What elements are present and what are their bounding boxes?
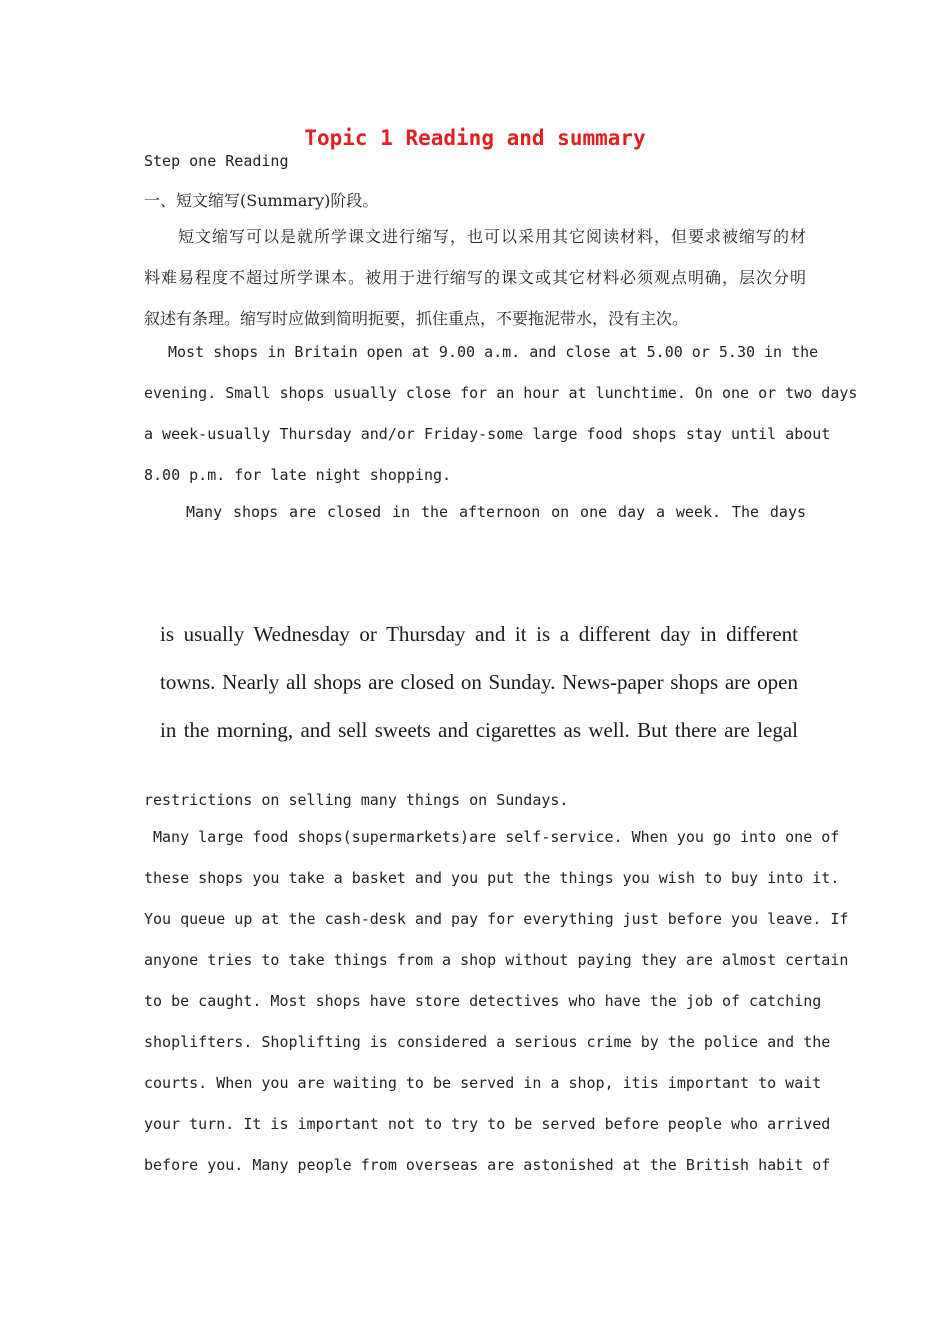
paragraph1-line-3: a week-usually Thursday and/or Friday-some large food shops stay until about (144, 425, 831, 443)
intro-line-1: 短文缩写可以是就所学课文进行缩写，也可以采用其它阅读材料，但要求被缩写的材 (178, 227, 806, 246)
paragraph2-last-line: restrictions on selling many things on Sundays. (144, 791, 569, 809)
section-heading: 一、短文缩写(Summary)阶段。 (144, 191, 379, 210)
paragraph3-line-3: You queue up at the cash-desk and pay for everything just before you leave. If (144, 910, 849, 928)
paragraph3-line-4: anyone tries to take things from a shop without paying they are almost certain (144, 951, 849, 969)
page-title: Topic 1 Reading and summary (304, 126, 646, 150)
intro-line-2: 料难易程度不超过所学课本。被用于进行缩写的课文或其它材料必须观点明确，层次分明 (144, 268, 806, 287)
paragraph3-line-5: to be caught. Most shops have store detectives who have the job of catching (144, 992, 822, 1010)
paragraph3-line-2: these shops you take a basket and you put the things you wish to buy into it. (144, 869, 840, 887)
step-label: Step one Reading (144, 152, 289, 170)
paragraph3-line-6: shoplifters. Shoplifting is considered a serious crime by the police and the (144, 1033, 831, 1051)
paragraph3-line-1: Many large food shops(supermarkets)are self-service. When you go into one of (153, 828, 840, 846)
intro-line-3: 叙述有条理。缩写时应做到简明扼要，抓住重点，不要拖泥带水，没有主次。 (144, 309, 689, 328)
scanned-line-3: in the morning, and sell sweets and cigarettes as well. But there are legal (160, 718, 798, 742)
scanned-line-2: towns. Nearly all shops are closed on Sunday. News-paper shops are open (160, 670, 798, 694)
paragraph3-line-9: before you. Many people from overseas are astonished at the British habit of (144, 1156, 831, 1174)
scanned-line-1: is usually Wednesday or Thursday and it is a different day in different (160, 622, 798, 646)
paragraph2-line-1: Many shops are closed in the afternoon on one day a week. The days (186, 503, 806, 521)
paragraph3-line-8: your turn. It is important not to try to be served before people who arrived (144, 1115, 831, 1133)
paragraph1-line-4: 8.00 p.m. for late night shopping. (144, 466, 452, 484)
paragraph1-line-2: evening. Small shops usually close for an hour at lunchtime. On one or two days (144, 384, 858, 402)
paragraph3-line-7: courts. When you are waiting to be served in a shop, itis important to wait (144, 1074, 822, 1092)
paragraph1-line-1: Most shops in Britain open at 9.00 a.m. and close at 5.00 or 5.30 in the (168, 343, 819, 361)
